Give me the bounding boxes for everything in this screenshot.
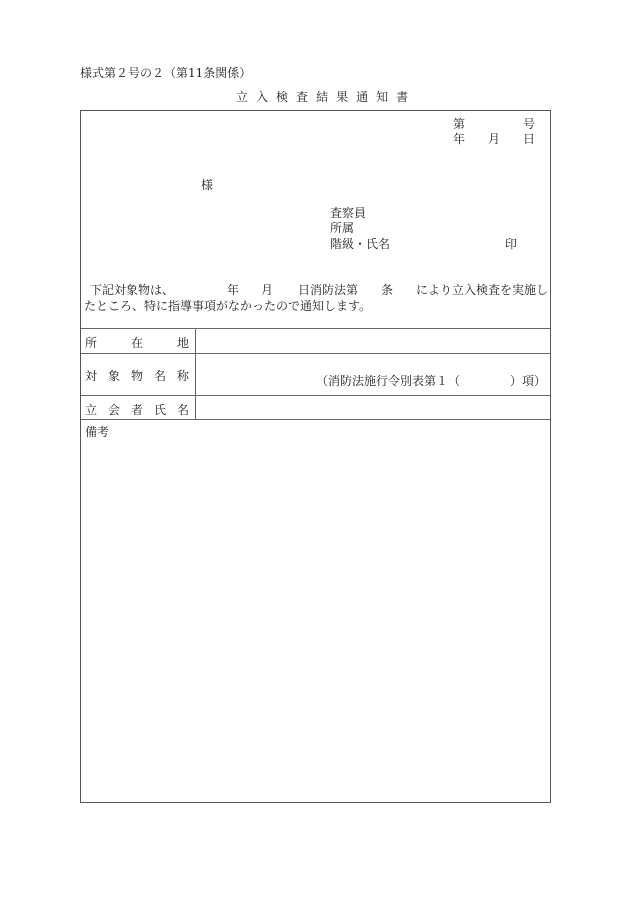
divider <box>81 395 550 396</box>
label-char: 象 <box>107 369 120 383</box>
label-char: 名 <box>153 369 166 383</box>
body-text: 日消防法第 <box>298 283 359 297</box>
title-char: 結 <box>316 90 329 104</box>
title-char: 通 <box>356 90 369 104</box>
number-dai: 第 <box>453 117 466 131</box>
title-char: 入 <box>256 90 269 104</box>
body-text-line2: たところ、特に指導事項がなかったので通知します。 <box>84 299 372 313</box>
title-char: 立 <box>236 90 249 104</box>
inspector-rank-name: 階級・氏名 <box>330 237 391 251</box>
title-char: 書 <box>396 90 409 104</box>
title-char: 知 <box>376 90 389 104</box>
date-day: 日 <box>523 132 536 146</box>
title-char: 検 <box>276 90 289 104</box>
remarks-label: 備考 <box>85 425 110 439</box>
title-char: 果 <box>336 90 349 104</box>
body-article: 条 <box>381 283 394 297</box>
label-char: 名 <box>176 403 189 417</box>
ordinance-note-end: ）項） <box>510 374 547 388</box>
body-text: 下記対象物は、 <box>90 283 175 297</box>
form-number: 様式第２号の２（第11条関係） <box>80 66 252 80</box>
body-year: 年 <box>227 283 240 297</box>
label-char: 者 <box>130 403 143 417</box>
label-witness-name <box>85 401 189 418</box>
body-month: 月 <box>261 283 274 297</box>
divider <box>81 419 550 420</box>
divider <box>81 353 550 354</box>
label-char: 対 <box>85 369 98 383</box>
inspector-affiliation: 所属 <box>330 221 355 235</box>
document-title <box>236 90 408 104</box>
label-char: 在 <box>130 336 143 350</box>
label-char: 称 <box>176 369 189 383</box>
label-char: 地 <box>176 336 189 350</box>
date-month: 月 <box>488 132 501 146</box>
label-location <box>85 334 189 351</box>
label-char: 所 <box>85 336 98 350</box>
date-year: 年 <box>453 132 466 146</box>
divider <box>81 328 550 329</box>
label-char: 立 <box>85 403 98 417</box>
label-char: 会 <box>107 403 120 417</box>
ordinance-note: （消防法施行令別表第１（ <box>316 374 461 388</box>
title-char: 査 <box>296 90 309 104</box>
form-box <box>80 110 551 803</box>
addressee-suffix: 様 <box>201 178 214 192</box>
label-char: 氏 <box>153 403 166 417</box>
label-object-name <box>85 367 189 384</box>
inspector-role: 査察員 <box>330 206 367 220</box>
label-char: 物 <box>130 369 143 383</box>
body-text: により立入検査を実施し <box>416 283 549 297</box>
number-go: 号 <box>523 117 536 131</box>
column-divider <box>195 328 196 419</box>
seal-mark: 印 <box>505 237 518 251</box>
